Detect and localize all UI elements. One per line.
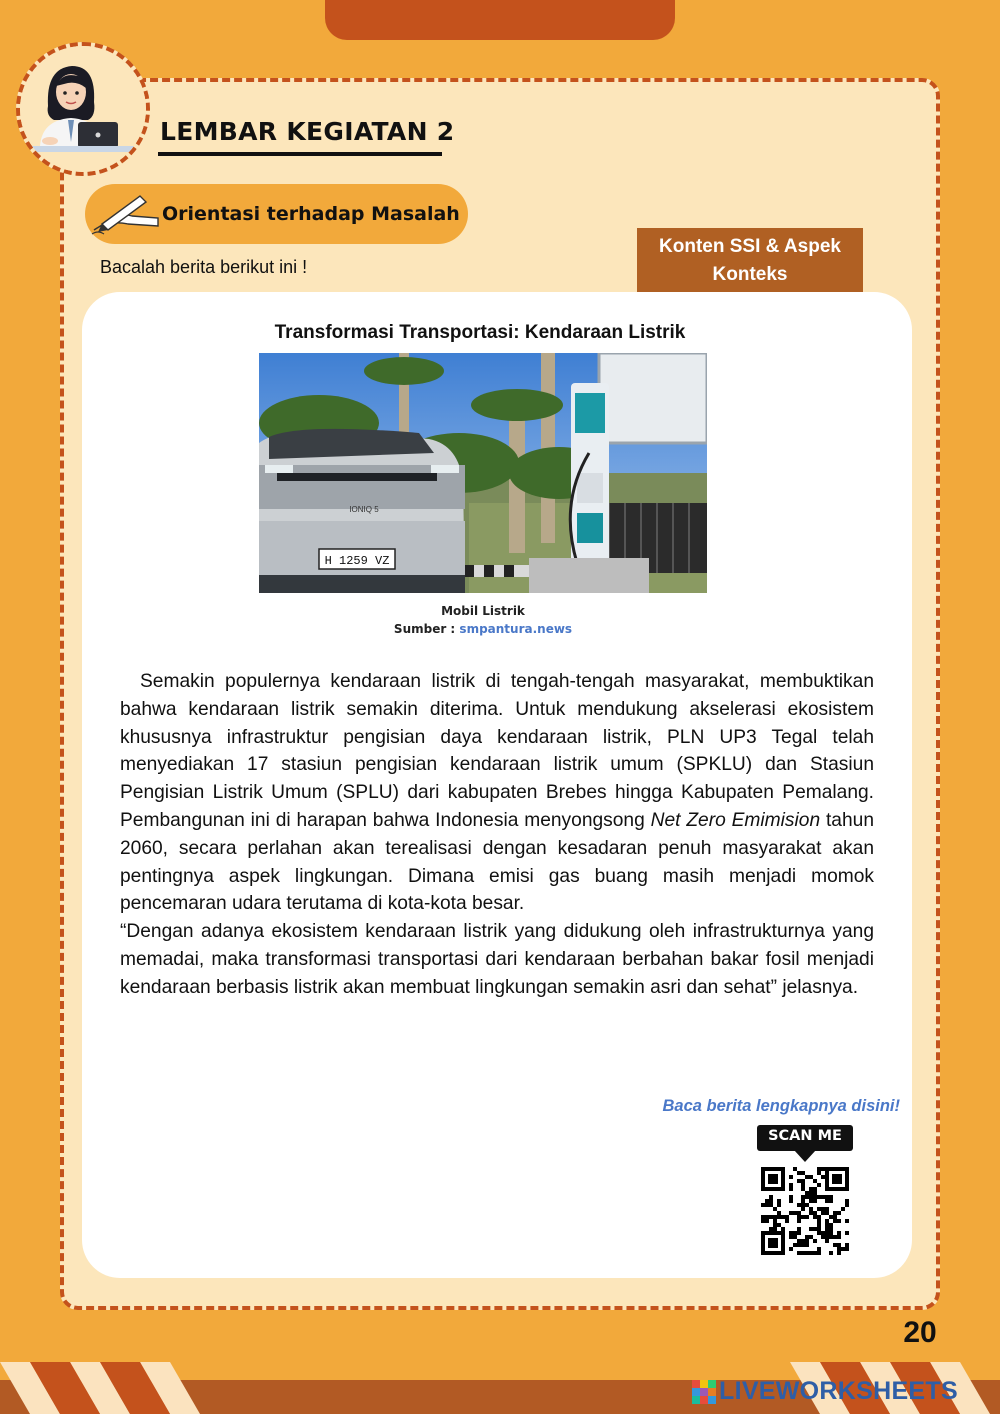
paragraph-2: “Dengan adanya ekosistem kendaraan listrik yang didukung oleh infrastrukturnya yang memadai, maka transformasi transportasi dari kendaraan berbahan bakar fosil menjadi kendaraan berbasis listrik akan membuat lingkungan semakin asri dan sehat” jelasnya. bbox=[120, 921, 874, 998]
teacher-avatar-icon bbox=[16, 42, 150, 176]
license-plate: H 1259 VZ bbox=[324, 554, 390, 568]
section-label: Orientasi terhadap Masalah bbox=[162, 203, 460, 225]
pen-writing-icon bbox=[88, 190, 164, 238]
paragraph-1-italic: Net Zero Emimision bbox=[650, 809, 821, 831]
read-more-text[interactable]: Baca berita lengkapnya disini! bbox=[662, 1097, 900, 1115]
caption-title: Mobil Listrik bbox=[441, 604, 525, 618]
content-tag: Konten SSI & Aspek Konteks bbox=[637, 228, 863, 293]
article-body bbox=[120, 668, 874, 1002]
brand-text: LIVEWORKSHEETS bbox=[719, 1377, 958, 1405]
qr-code-icon[interactable] bbox=[757, 1163, 853, 1259]
source-label: Sumber : bbox=[393, 622, 460, 636]
page-title: LEMBAR KEGIATAN 2 bbox=[160, 117, 455, 146]
paragraph-1-text-b: tahun 2060, secara perlahan akan terealisasi dengan kesadaran penuh masyarakat akan pentingnya aspek lingkungan. Dimana emisi gas buang masih menjadi momok pencemaran udara terutama di kota-kota besar. bbox=[120, 809, 874, 915]
paragraph-1 bbox=[120, 668, 874, 918]
article-photo bbox=[259, 353, 707, 593]
scan-me-label: SCAN ME bbox=[757, 1125, 853, 1151]
paragraph-1-text-a: Semakin populernya kendaraan listrik di tengah-tengah masyarakat, membuktikan bahwa kendaraan listrik semakin diterima. Untuk mendukung akselerasi ekosistem khususnya infrastruktur pengisian daya kendaraan listrik, PLN UP3 Tegal telah menyediakan 17 stasiun pengisian kendaraan listrik umum (SPKLU) dan Stasiun Pengisian Listrik Umum (SPLU) dari kabupaten Brebes hingga Kabupaten Pemalang. Pembangunan ini di harapan bahwa Indonesia menyongsong bbox=[120, 671, 874, 831]
source-link[interactable]: smpantura.news bbox=[459, 622, 573, 636]
instruction-text: Bacalah berita berikut ini ! bbox=[100, 257, 308, 277]
caption-source bbox=[259, 620, 707, 638]
logo-grid-icon bbox=[692, 1380, 716, 1404]
top-decorative-tab bbox=[325, 0, 675, 40]
article-title: Transformasi Transportasi: Kendaraan Listrik bbox=[274, 322, 686, 343]
car-model-label: IONIQ 5 bbox=[349, 505, 379, 514]
scan-arrow-icon bbox=[794, 1150, 816, 1162]
photo-caption bbox=[259, 602, 707, 638]
liveworksheets-logo-icon[interactable] bbox=[692, 1377, 958, 1406]
page-number: 20 bbox=[903, 1316, 937, 1349]
title-underline bbox=[158, 152, 442, 156]
